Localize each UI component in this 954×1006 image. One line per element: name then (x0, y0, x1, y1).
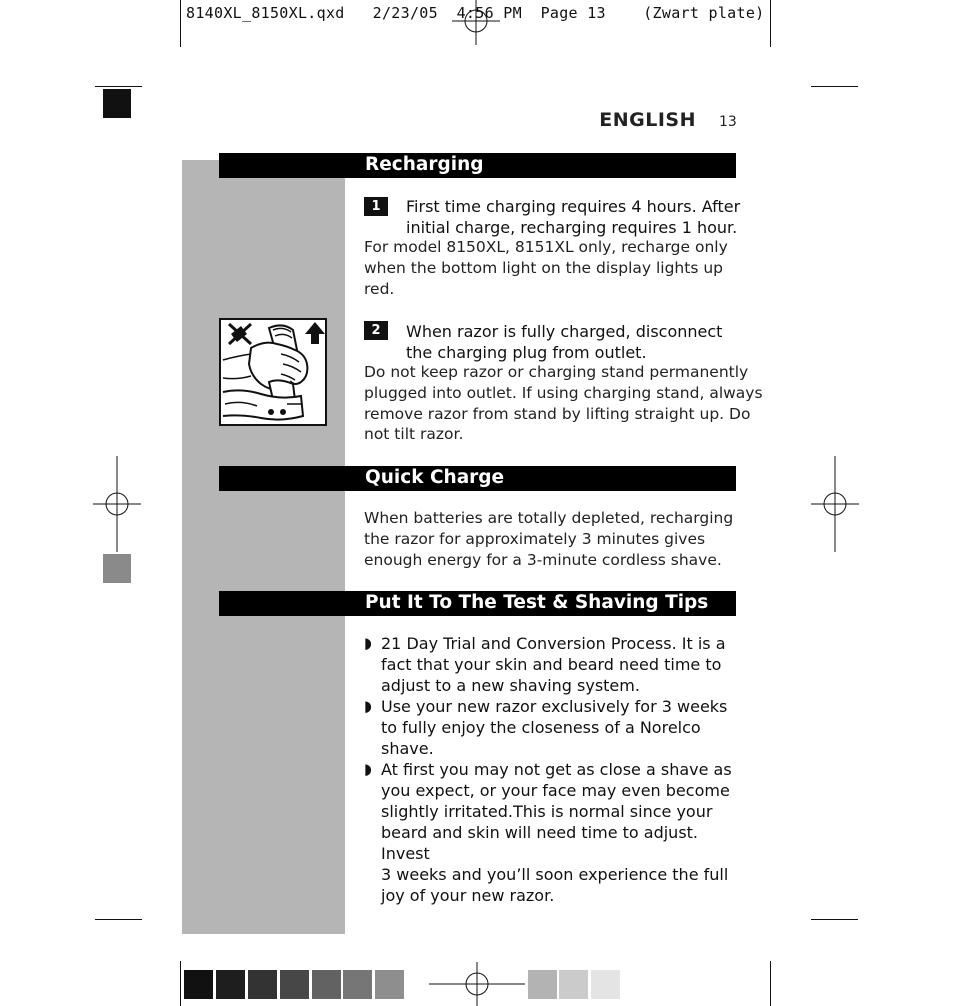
text-line: the charging plug from outlet. (406, 343, 647, 362)
gray-tab-square (103, 554, 131, 583)
crop-mark (180, 961, 181, 1006)
recharge-note-model (364, 237, 728, 299)
section-title: Put It To The Test & Shaving Tips (365, 592, 709, 613)
bullet-icon: ◗ (364, 697, 372, 715)
section-header-recharging (219, 153, 736, 178)
text-line: remove razor from stand by lifting straight up. Do (364, 404, 751, 423)
text-line: enough energy for a 3-minute cordless shave. (364, 550, 722, 569)
text-line: When batteries are totally depleted, recharging (364, 509, 734, 527)
list-item (364, 696, 736, 759)
page-number: 13 (719, 114, 737, 130)
up-arrow-icon (305, 322, 325, 344)
step-1-text (406, 196, 740, 238)
text-line: you expect, or your face may even become (381, 781, 730, 800)
text-line: Use your new razor exclusively for 3 weeks (381, 697, 728, 716)
step-2-text (406, 321, 722, 363)
text-line: the razor for approximately 3 minutes gives (364, 529, 706, 548)
text-line: Do not keep razor or charging stand permanently (364, 363, 749, 381)
color-swatch (375, 970, 404, 999)
text-line: slightly irritated.This is normal since your (381, 802, 713, 821)
quick-charge-text (364, 508, 733, 570)
text-line: joy of your new razor. (381, 886, 555, 905)
registration-mark-icon (93, 456, 141, 552)
color-swatch (528, 970, 557, 999)
text-line: When razor is fully charged, disconnect (406, 322, 723, 341)
step-number-1: 1 (364, 197, 388, 216)
crop-mark (95, 86, 142, 87)
no-tilt-icon (229, 324, 251, 344)
text-line: For model 8150XL, 8151XL only, recharge only (364, 238, 728, 256)
text-line: fact that your skin and beard need time to (381, 655, 722, 674)
file-slug: 8140XL_8150XL.qxd 2/23/05 4:56 PM Page 13 (Zwart plate) (186, 4, 765, 22)
tips-list (364, 633, 736, 906)
text-line: 3 weeks and you’ll soon experience the full (381, 865, 729, 884)
color-swatch (280, 970, 309, 999)
color-swatch (184, 970, 213, 999)
crop-mark (770, 961, 771, 1006)
bullet-icon: ◗ (364, 634, 372, 652)
color-swatch (216, 970, 245, 999)
black-tab-square (103, 89, 131, 118)
section-title: Quick Charge (365, 467, 505, 488)
list-item (364, 633, 736, 696)
language-label: ENGLISH (599, 109, 696, 131)
text-line: not tilt razor. (364, 425, 464, 444)
color-swatch (343, 970, 372, 999)
crop-mark (770, 0, 771, 47)
crop-mark (811, 919, 858, 920)
text-line: First time charging requires 4 hours. After (406, 197, 741, 216)
color-swatch (248, 970, 277, 999)
list-item (364, 759, 736, 906)
step-number-2: 2 (364, 321, 388, 340)
crop-mark (811, 86, 858, 87)
crop-mark (95, 919, 142, 920)
text-line: shave. (381, 739, 434, 758)
registration-mark-icon (452, 0, 500, 45)
registration-mark-icon (429, 962, 525, 1006)
razor-lift-illustration (219, 318, 327, 426)
bullet-icon: ◗ (364, 760, 372, 778)
color-swatch (591, 970, 620, 999)
text-line: At first you may not get as close a shave as (381, 760, 732, 779)
text-line: initial charge, recharging requires 1 hour. (406, 218, 738, 237)
crop-mark (180, 0, 181, 47)
section-header-quick-charge (219, 466, 736, 491)
text-line: 21 Day Trial and Conversion Process. It is a (381, 634, 726, 653)
text-line: adjust to a new shaving system. (381, 676, 640, 695)
text-line: to fully enjoy the closeness of a Norelco (381, 718, 701, 737)
section-title: Recharging (365, 154, 484, 175)
registration-mark-icon (811, 456, 859, 552)
hand-lifting-razor-illustration (221, 320, 325, 424)
text-line: when the bottom light on the display lights up (364, 258, 723, 277)
section-header-shaving-tips (219, 591, 736, 616)
color-swatch (559, 970, 588, 999)
recharge-note-stand (364, 362, 763, 445)
text-line: beard and skin will need time to adjust. Invest (381, 823, 699, 863)
gray-margin-column (182, 160, 345, 934)
text-line: red. (364, 279, 395, 298)
color-swatch (312, 970, 341, 999)
text-line: plugged into outlet. If using charging stand, always (364, 383, 763, 402)
